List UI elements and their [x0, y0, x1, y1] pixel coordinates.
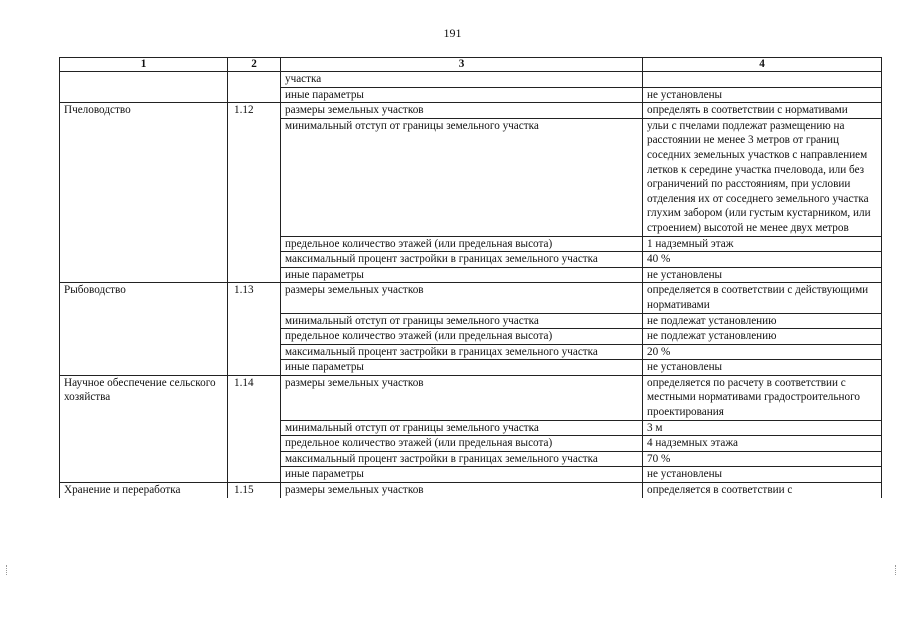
value-cell: ульи с пчелами подлежат размещению на расстоянии не менее 3 метров от границ соседних земельных участков с направлением летков к середине участка пчеловода, или без ограничений по расстояниям, при условии отделения их от соседнего земельного участка глухим забором (или густым кустарником, или строением) высотой не менее двух метров [643, 118, 882, 236]
header-row [60, 58, 882, 72]
parameter-cell: минимальный отступ от границы земельного участка [281, 420, 643, 436]
parameter-cell: минимальный отступ от границы земельного участка [281, 118, 643, 236]
table-row [60, 72, 882, 88]
value-cell: 40 % [643, 252, 882, 268]
column-header-3: 3 [281, 58, 643, 72]
value-cell: не установлены [643, 267, 882, 283]
use-type-cell [60, 72, 228, 103]
value-cell: 1 надземный этаж [643, 236, 882, 252]
scan-mark-right [895, 565, 898, 575]
parameter-cell: иные параметры [281, 87, 643, 103]
parameter-cell: предельное количество этажей (или предельная высота) [281, 329, 643, 345]
parameter-cell: максимальный процент застройки в границах земельного участка [281, 252, 643, 268]
table-row [60, 483, 882, 498]
parameter-cell: максимальный процент застройки в границах земельного участка [281, 451, 643, 467]
value-cell: 70 % [643, 451, 882, 467]
parameter-cell: иные параметры [281, 267, 643, 283]
code-cell: 1.13 [228, 283, 281, 376]
use-type-cell: Пчеловодство [60, 103, 228, 283]
parameter-cell: размеры земельных участков [281, 283, 643, 313]
value-cell: 4 надземных этажа [643, 436, 882, 452]
parameter-cell: иные параметры [281, 360, 643, 376]
value-cell: 3 м [643, 420, 882, 436]
value-cell [643, 72, 882, 88]
use-type-cell: Хранение и переработка [60, 483, 228, 498]
table-row [60, 375, 882, 420]
value-cell: определяется в соответствии с действующими нормативами [643, 283, 882, 313]
zoning-parameters-table [59, 57, 882, 498]
code-cell: 1.14 [228, 375, 281, 482]
parameter-cell: размеры земельных участков [281, 483, 643, 498]
parameter-cell: размеры земельных участков [281, 103, 643, 119]
code-cell: 1.15 [228, 483, 281, 498]
column-header-4: 4 [643, 58, 882, 72]
value-cell: не подлежат установлению [643, 329, 882, 345]
table-row [60, 283, 882, 313]
parameter-cell: предельное количество этажей (или предельная высота) [281, 436, 643, 452]
scan-mark-left [6, 565, 9, 575]
value-cell: не установлены [643, 360, 882, 376]
page-number: 191 [443, 26, 462, 40]
value-cell: определяется по расчету в соответствии с местными нормативами градостроительного проектирования [643, 375, 882, 420]
use-type-cell: Рыбоводство [60, 283, 228, 376]
parameter-cell: размеры земельных участков [281, 375, 643, 420]
value-cell: определять в соответствии с нормативами [643, 103, 882, 119]
parameter-cell: минимальный отступ от границы земельного участка [281, 313, 643, 329]
table-row [60, 103, 882, 119]
parameter-cell: максимальный процент застройки в границах земельного участка [281, 344, 643, 360]
code-cell: 1.12 [228, 103, 281, 283]
code-cell [228, 72, 281, 103]
column-header-1: 1 [60, 58, 228, 72]
use-type-cell: Научное обеспечение сельского хозяйства [60, 375, 228, 482]
value-cell: 20 % [643, 344, 882, 360]
value-cell: не подлежат установлению [643, 313, 882, 329]
parameter-cell: предельное количество этажей (или предельная высота) [281, 236, 643, 252]
parameter-cell: участка [281, 72, 643, 88]
value-cell: определяется в соответствии с [643, 483, 882, 498]
parameter-cell: иные параметры [281, 467, 643, 483]
column-header-2: 2 [228, 58, 281, 72]
value-cell: не установлены [643, 467, 882, 483]
value-cell: не установлены [643, 87, 882, 103]
